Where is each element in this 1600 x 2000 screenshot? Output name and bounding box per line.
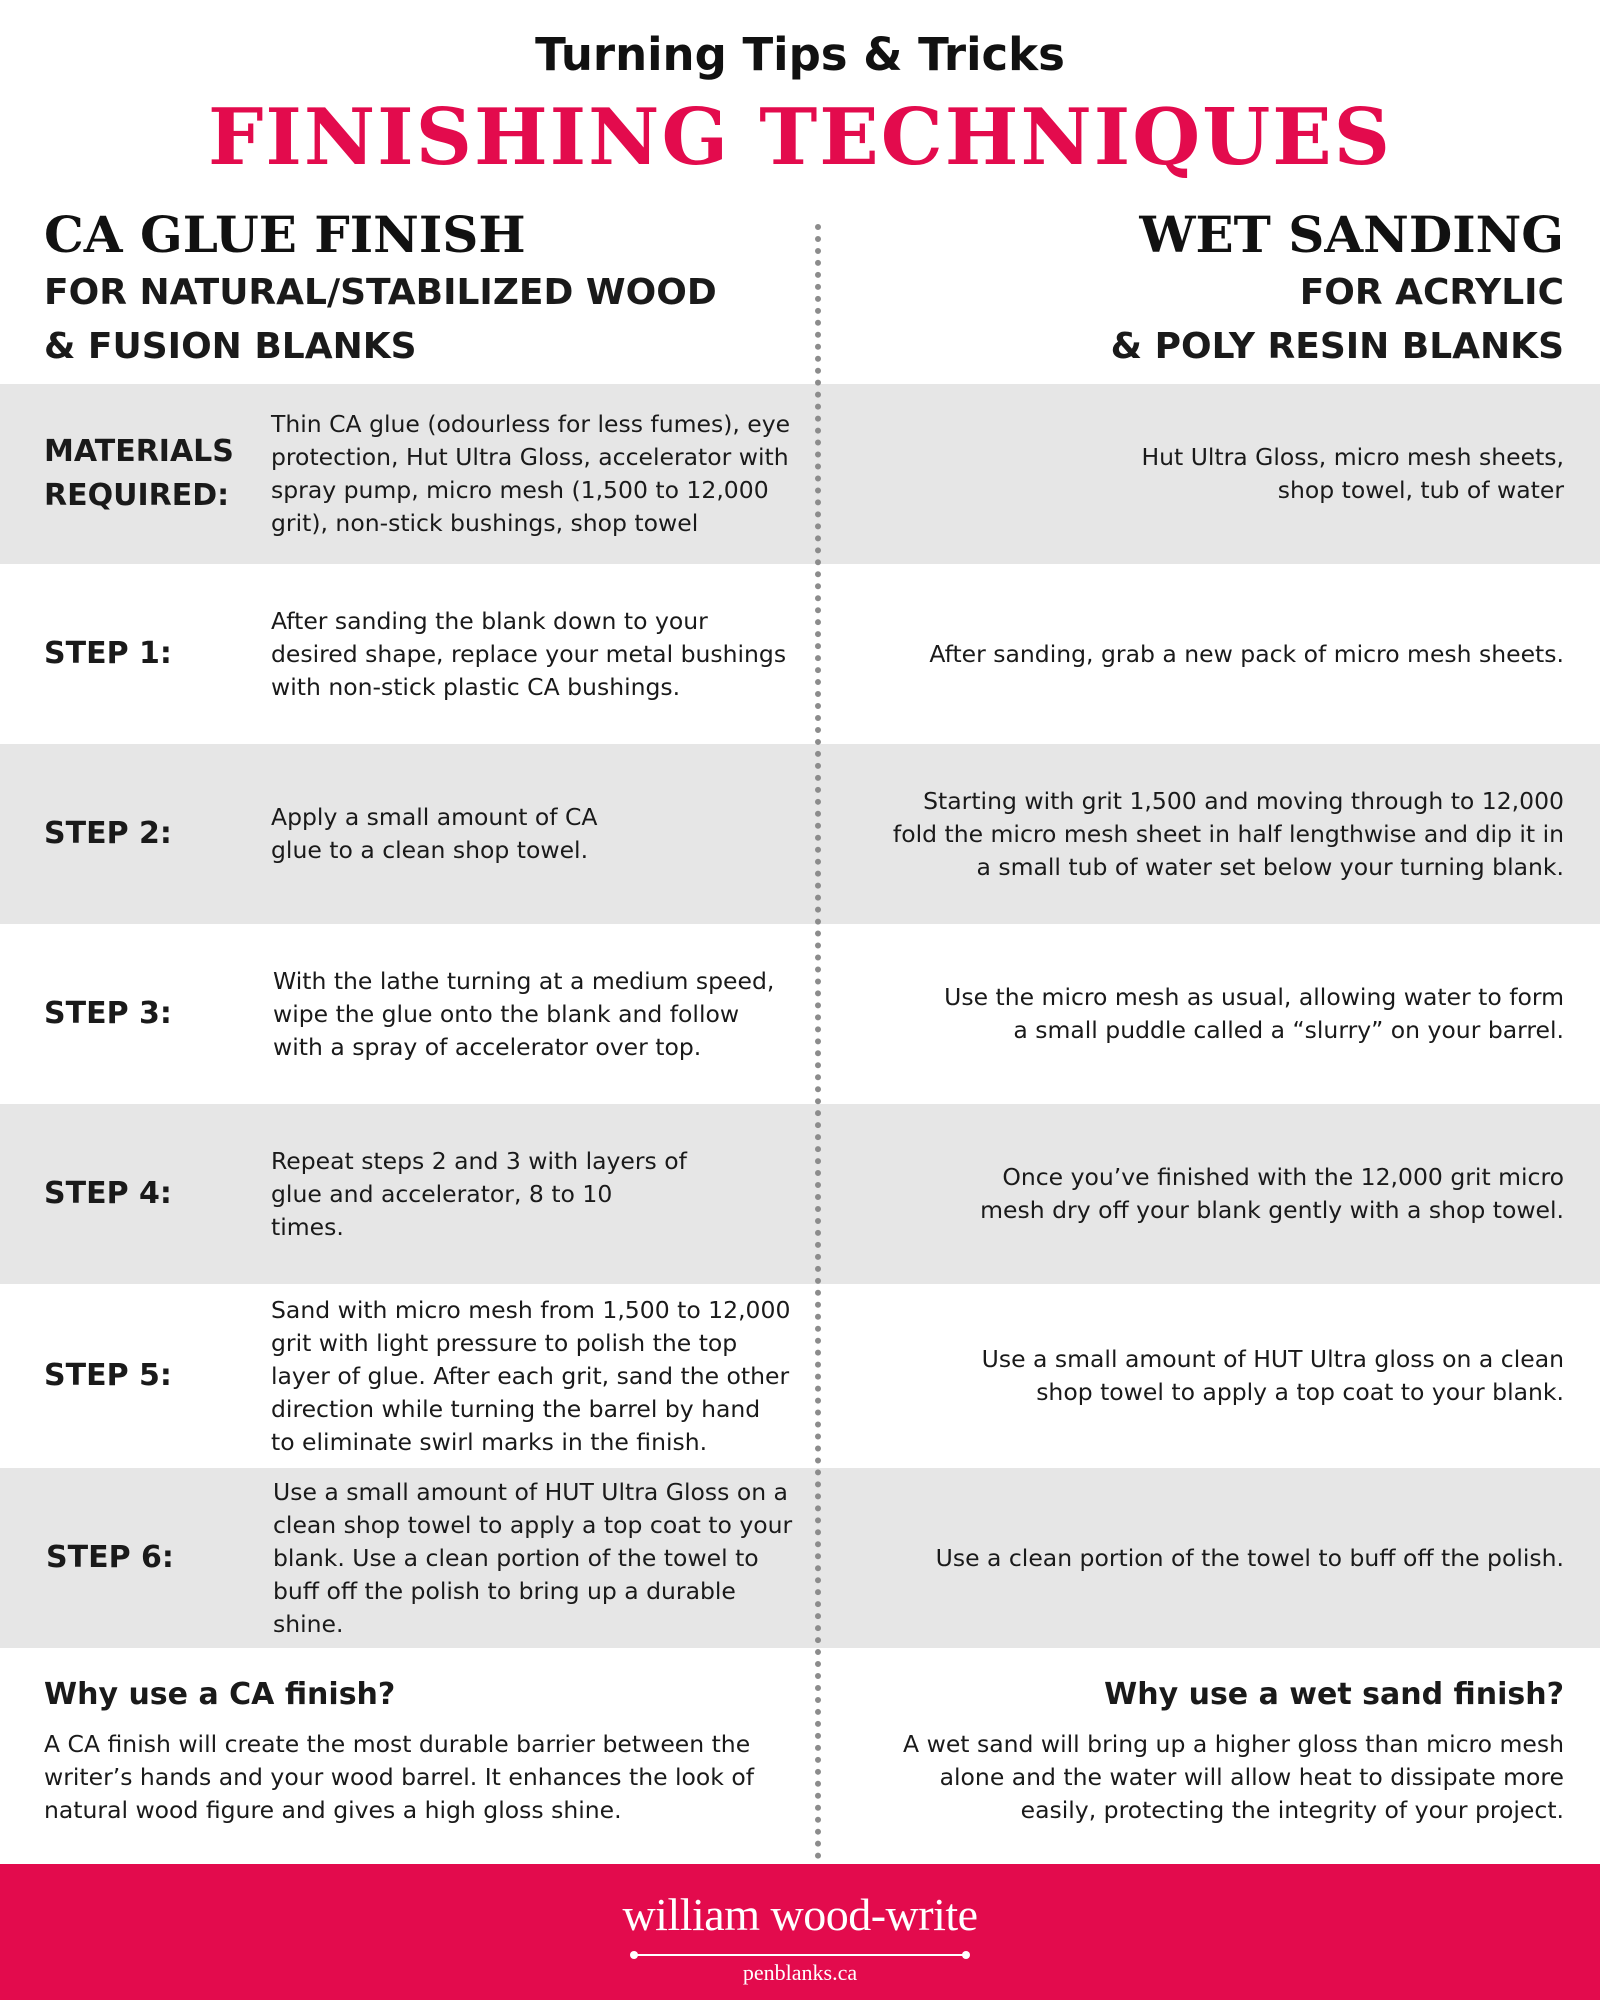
row-label-line-1: MATERIALS: [44, 434, 234, 469]
why-wet-sand-question: Why use a wet sand finish?: [1104, 1677, 1564, 1712]
row-right-text: Once you’ve finished with the 12,000 grit micro mesh dry off your blank gently with a shop towel.: [980, 1163, 1564, 1224]
row-right-text: Starting with grit 1,500 and moving through to 12,000 fold the micro mesh sheet in half lengthwise and dip it in a small tub of water set below your turning blank.: [892, 786, 1564, 881]
right-column-heading: [1111, 205, 1564, 373]
rule-dot-right: [962, 1951, 970, 1959]
brand-rule: [634, 1954, 966, 1956]
steps-table: [0, 384, 1600, 1648]
row-right-text: Use a clean portion of the towel to buff off the polish.: [935, 1543, 1564, 1572]
footer: [0, 1864, 1600, 2000]
row-label: [44, 430, 264, 518]
why-ca-question: Why use a CA finish?: [44, 1677, 396, 1712]
brand-logo-text: william wood-write: [622, 1889, 978, 1940]
row-label: STEP 3:: [44, 996, 172, 1031]
row-step-5: [0, 1284, 1600, 1468]
why-ca-section: [44, 1672, 784, 1827]
left-heading: CA GLUE FINISH: [44, 205, 526, 264]
dotted-column-divider: [815, 224, 821, 1860]
why-wet-sand-answer: A wet sand will bring up a higher gloss than micro mesh alone and the water will allow heat to dissipate more easily, protecting the integrity of your project.: [903, 1730, 1564, 1824]
row-right-text: Use a small amount of HUT Ultra gloss on a clean shop towel to apply a top coat to your blank.: [981, 1345, 1564, 1406]
row-right-text: Use the micro mesh as usual, allowing water to form a small puddle called a “slurry” on your barrel.: [944, 983, 1564, 1044]
rule-dot-left: [630, 1951, 638, 1959]
row-label: STEP 5:: [44, 1358, 172, 1393]
row-label: STEP 1:: [44, 636, 172, 671]
row-materials: [0, 384, 1600, 564]
row-left-text: With the lathe turning at a medium speed, wipe the glue onto the blank and follow with a spray of accelerator over top.: [273, 966, 775, 1061]
row-left-text: After sanding the blank down to your desired shape, replace your metal bushings with non-stick plastic CA bushings.: [271, 606, 787, 701]
right-subheading-1: FOR ACRYLIC: [1299, 272, 1564, 313]
row-label: STEP 2:: [44, 816, 172, 851]
left-column-heading: [44, 205, 717, 373]
left-subheading-1: FOR NATURAL/STABILIZED WOOD: [44, 272, 717, 313]
row-step-6: [0, 1468, 1600, 1648]
row-step-4: [0, 1104, 1600, 1284]
row-label: STEP 6:: [46, 1540, 174, 1575]
supertitle: Turning Tips & Tricks: [535, 28, 1065, 81]
header: [0, 0, 1600, 370]
row-step-2: [0, 744, 1600, 924]
row-step-1: [0, 564, 1600, 744]
row-left-text: Thin CA glue (odourless for less fumes), eye protection, Hut Ultra Gloss, accelerator with spray pump, micro mesh (1,500 to 12,000 grit), non-stick bushings, shop towel: [271, 410, 791, 537]
why-wet-sand-section: [864, 1672, 1564, 1827]
row-right-text: Hut Ultra Gloss, micro mesh sheets, shop towel, tub of water: [1141, 443, 1564, 504]
row-left-text: Repeat steps 2 and 3 with layers of glue and accelerator, 8 to 10 times.: [271, 1146, 687, 1241]
why-ca-answer: A CA finish will create the most durable barrier between the writer’s hands and your wood barrel. It enhances the look of natural wood figure and gives a high gloss shine.: [44, 1730, 755, 1824]
row-left-text: Sand with micro mesh from 1,500 to 12,000 grit with light pressure to polish the top layer of glue. After each grit, sand the other direction while turning the barrel by hand to eliminate swirl marks in the finish.: [271, 1295, 791, 1456]
page-title: FINISHING TECHNIQUES: [207, 92, 1393, 183]
row-label: STEP 4:: [44, 1176, 172, 1211]
row-step-3: [0, 924, 1600, 1104]
row-left-text: Use a small amount of HUT Ultra Gloss on a clean shop towel to apply a top coat to your blank. Use a clean portion of the towel to buff off the polish to bring up a durable shine.: [273, 1477, 793, 1638]
row-label-line-2: REQUIRED:: [44, 478, 230, 513]
right-subheading-2: & POLY RESIN BLANKS: [1110, 326, 1564, 367]
website-link[interactable]: penblanks.ca: [742, 1960, 858, 1985]
row-right-text: After sanding, grab a new pack of micro mesh sheets.: [929, 639, 1564, 668]
row-left-text: Apply a small amount of CA glue to a clean shop towel.: [271, 803, 598, 864]
right-heading: WET SANDING: [1139, 205, 1564, 264]
left-subheading-2: & FUSION BLANKS: [44, 326, 417, 367]
